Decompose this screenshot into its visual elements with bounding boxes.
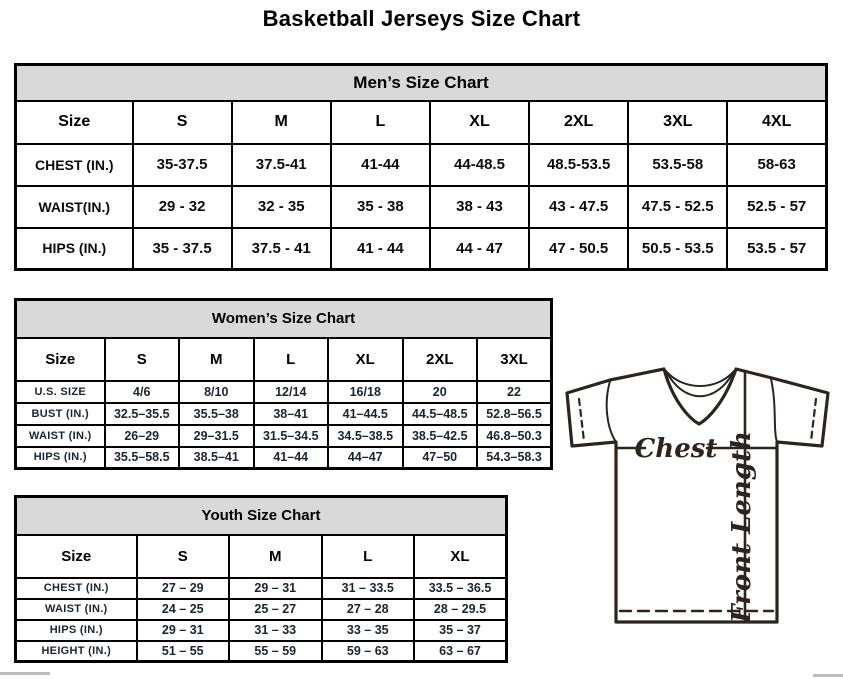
value-cell: 29–31.5: [179, 425, 254, 447]
value-cell: 48.5-53.5: [529, 144, 628, 186]
value-cell: 44.5–48.5: [403, 403, 478, 425]
value-cell: 53.5-58: [628, 144, 727, 186]
value-cell: 55 – 59: [229, 641, 322, 662]
value-cell: 41-44: [331, 144, 430, 186]
row-label: U.S. SIZE: [16, 381, 105, 403]
row-label: CHEST (IN.): [16, 144, 133, 186]
chest-label: Chest: [634, 434, 718, 464]
value-cell: 12/14: [254, 381, 329, 403]
value-cell: 35 - 37.5: [133, 228, 232, 270]
row-label: WAIST(IN.): [16, 186, 133, 228]
value-cell: 38–41: [254, 403, 329, 425]
front-length-label: Front Length: [727, 431, 757, 623]
value-cell: 32 - 35: [232, 186, 331, 228]
row-label: HIPS (IN.): [16, 228, 133, 270]
row-label: BUST (IN.): [16, 403, 105, 425]
value-cell: 54.3–58.3: [477, 447, 552, 469]
value-cell: 35-37.5: [133, 144, 232, 186]
youth-col-header: M: [229, 535, 322, 578]
value-cell: 24 – 25: [137, 599, 230, 620]
mens-size-header: Size: [16, 101, 133, 144]
mens-col-header: XL: [430, 101, 529, 144]
value-cell: 44–47: [328, 447, 403, 469]
value-cell: 51 – 55: [137, 641, 230, 662]
womens-col-header: 3XL: [477, 338, 552, 381]
mens-waist-row: [16, 186, 827, 228]
value-cell: 38.5–41: [179, 447, 254, 469]
value-cell: 37.5-41: [232, 144, 331, 186]
youth-chest-row: [16, 578, 507, 599]
womens-col-header: XL: [328, 338, 403, 381]
youth-size-chart-table: [14, 495, 508, 663]
value-cell: 41–44.5: [328, 403, 403, 425]
value-cell: 4/6: [105, 381, 180, 403]
row-label: HEIGHT (IN.): [16, 641, 137, 662]
value-cell: 44 - 47: [430, 228, 529, 270]
value-cell: 8/10: [179, 381, 254, 403]
mens-col-header: M: [232, 101, 331, 144]
youth-col-header: L: [322, 535, 415, 578]
value-cell: 16/18: [328, 381, 403, 403]
value-cell: 33 – 35: [322, 620, 415, 641]
mens-size-chart-table: [14, 63, 828, 271]
youth-height-row: [16, 641, 507, 662]
bottom-right-partial-strip: [813, 674, 843, 677]
value-cell: 52.5 - 57: [727, 186, 826, 228]
value-cell: 50.5 - 53.5: [628, 228, 727, 270]
value-cell: 25 – 27: [229, 599, 322, 620]
youth-col-header: S: [137, 535, 230, 578]
womens-bust-row: [16, 403, 552, 425]
womens-section-title: Women’s Size Chart: [16, 300, 552, 338]
value-cell: 53.5 - 57: [727, 228, 826, 270]
mens-col-header: 3XL: [628, 101, 727, 144]
value-cell: 44-48.5: [430, 144, 529, 186]
left-armhole-seam: [607, 381, 616, 442]
value-cell: 47–50: [403, 447, 478, 469]
value-cell: 35.5–38: [179, 403, 254, 425]
value-cell: 35 - 38: [331, 186, 430, 228]
youth-section-header-row: [16, 497, 507, 535]
womens-column-header-row: [16, 338, 552, 381]
value-cell: 31 – 33.5: [322, 578, 415, 599]
value-cell: 47 - 50.5: [529, 228, 628, 270]
value-cell: 37.5 - 41: [232, 228, 331, 270]
value-cell: 27 – 28: [322, 599, 415, 620]
value-cell: 29 - 32: [133, 186, 232, 228]
value-cell: 28 – 29.5: [414, 599, 507, 620]
value-cell: 35.5–58.5: [105, 447, 180, 469]
value-cell: 31 – 33: [229, 620, 322, 641]
womens-us-size-row: [16, 381, 552, 403]
value-cell: 58-63: [727, 144, 826, 186]
value-cell: 34.5–38.5: [328, 425, 403, 447]
womens-size-header: Size: [16, 338, 105, 381]
value-cell: 32.5–35.5: [105, 403, 180, 425]
row-label: CHEST (IN.): [16, 578, 137, 599]
womens-hips-row: [16, 447, 552, 469]
youth-hips-row: [16, 620, 507, 641]
value-cell: 29 – 31: [137, 620, 230, 641]
row-label: WAIST (IN.): [16, 599, 137, 620]
value-cell: 63 – 67: [414, 641, 507, 662]
jersey-measurement-diagram: [555, 360, 843, 630]
value-cell: 38 - 43: [430, 186, 529, 228]
value-cell: 41 - 44: [331, 228, 430, 270]
value-cell: 46.8–50.3: [477, 425, 552, 447]
row-label: WAIST (IN.): [16, 425, 105, 447]
youth-waist-row: [16, 599, 507, 620]
mens-col-header: S: [133, 101, 232, 144]
womens-waist-row: [16, 425, 552, 447]
womens-section-header-row: [16, 300, 552, 338]
mens-column-header-row: [16, 101, 827, 144]
value-cell: 41–44: [254, 447, 329, 469]
row-label: HIPS (IN.): [16, 620, 137, 641]
mens-col-header: 2XL: [529, 101, 628, 144]
womens-size-chart-table: [14, 298, 553, 470]
value-cell: 29 – 31: [229, 578, 322, 599]
value-cell: 33.5 – 36.5: [414, 578, 507, 599]
value-cell: 31.5–34.5: [254, 425, 329, 447]
womens-col-header: L: [254, 338, 329, 381]
right-armhole-seam: [771, 379, 777, 442]
value-cell: 52.8–56.5: [477, 403, 552, 425]
value-cell: 47.5 - 52.5: [628, 186, 727, 228]
value-cell: 59 – 63: [322, 641, 415, 662]
value-cell: 26–29: [105, 425, 180, 447]
collar-inner-line-1: [666, 371, 734, 386]
womens-col-header: M: [179, 338, 254, 381]
value-cell: 20: [403, 381, 478, 403]
youth-col-header: XL: [414, 535, 507, 578]
mens-section-title: Men’s Size Chart: [16, 65, 827, 101]
right-cuff-dashed-line: [811, 399, 816, 441]
mens-col-header: L: [331, 101, 430, 144]
womens-col-header: S: [105, 338, 180, 381]
bottom-left-partial-strip: [0, 672, 50, 675]
value-cell: 27 – 29: [137, 578, 230, 599]
page-title: Basketball Jerseys Size Chart: [262, 6, 581, 31]
womens-col-header: 2XL: [403, 338, 478, 381]
youth-section-title: Youth Size Chart: [16, 497, 507, 535]
youth-column-header-row: [16, 535, 507, 578]
value-cell: 43 - 47.5: [529, 186, 628, 228]
value-cell: 35 – 37: [414, 620, 507, 641]
row-label: HIPS (IN.): [16, 447, 105, 469]
value-cell: 38.5–42.5: [403, 425, 478, 447]
value-cell: 22: [477, 381, 552, 403]
mens-hips-row: [16, 228, 827, 270]
mens-col-header: 4XL: [727, 101, 826, 144]
mens-section-header-row: [16, 65, 827, 101]
left-cuff-dashed-line: [579, 399, 584, 441]
mens-chest-row: [16, 144, 827, 186]
youth-size-header: Size: [16, 535, 137, 578]
collar-inner-line-2: [667, 373, 733, 396]
